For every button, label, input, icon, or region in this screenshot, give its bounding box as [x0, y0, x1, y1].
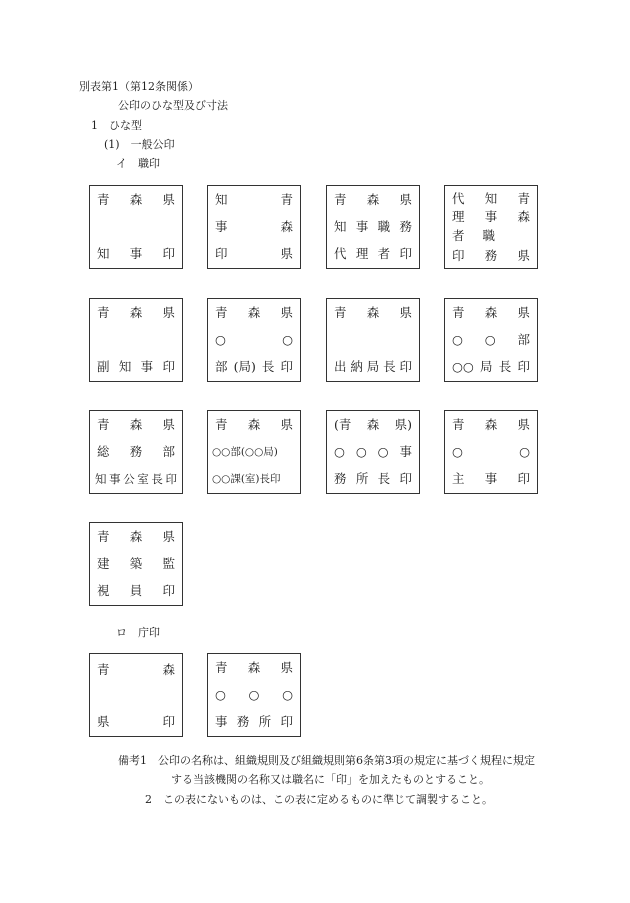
note-1-line-2: する当該機関の名称又は職名に「印」を加えたものとすること。 [171, 773, 490, 786]
doc-title: 別表第1（第12条関係） [79, 80, 199, 93]
seal-line: 青 森 県 [215, 660, 293, 675]
seal-line: 知 事 職 務 [334, 219, 412, 234]
subsection-heading-choin: ロ 庁印 [116, 626, 160, 639]
seal-line: ○○部(○○局) [212, 446, 278, 458]
seal-line: ○○課(室)長印 [212, 473, 281, 485]
seal-line: 総 務 部 [97, 444, 175, 459]
seal-line: 出 納 局 長 印 [334, 359, 412, 374]
note-2: 2 この表にないものは、この表に定めるものに準じて調製すること。 [145, 793, 493, 806]
seal-line: 青 森 県 [452, 417, 530, 432]
section-heading: 1 ひな型 [91, 119, 142, 132]
seal-line: 印 県 [215, 246, 293, 261]
seal-line: 青 森 県 [452, 305, 530, 320]
seal-line: 者 職 [452, 228, 496, 243]
seal-line: 事 務 所 印 [215, 714, 293, 729]
note-1-line-1: 備考1 公印の名称は、組織規則及び組織規則第6条第3項の規定に基づく規程に規定 [118, 754, 535, 767]
seal-line: 青 森 [97, 662, 175, 677]
seal-chiji-shokumu-dairisha [326, 185, 420, 269]
seal-line: 青 森 県 [334, 305, 412, 320]
seal-line: 青 森 県 [97, 529, 175, 544]
seal-line: 県 印 [97, 714, 175, 729]
seal-kenchiku-kanshiin [89, 522, 183, 606]
seal-line: 青 森 県 [97, 417, 175, 432]
doc-subtitle: 公印のひな型及び寸法 [118, 99, 228, 112]
seal-shuji [444, 410, 538, 494]
seal-line: ○○ 局 長 印 [452, 359, 530, 374]
seal-line: 事 森 [215, 219, 293, 234]
seal-line: 青 森 県 [334, 192, 412, 207]
seal-dairi-chiji-shokumu [444, 185, 538, 269]
subsection-heading: (1) 一般公印 [104, 138, 175, 151]
seal-line: ○ ○ 部 [452, 332, 530, 347]
seal-jimushocho [326, 410, 420, 494]
seal-line: 副 知 事 印 [97, 359, 175, 374]
seal-line: 青 森 県 [215, 305, 293, 320]
seal-line: 建 築 監 [97, 556, 175, 571]
seal-jimusho [207, 653, 301, 737]
seal-ken [89, 653, 183, 737]
seal-suitokyokucho [326, 298, 420, 382]
seal-fukuchiji [89, 298, 183, 382]
seal-line: 青 森 県 [97, 192, 175, 207]
seal-chiji [89, 185, 183, 269]
seal-line: (青 森 県) [334, 417, 412, 432]
seal-line: ○ ○ ○ 事 [334, 444, 412, 459]
seal-line: 務 所 長 印 [334, 471, 412, 486]
seal-line: 代 知 青 [452, 191, 530, 206]
seal-line: 印 務 県 [452, 248, 530, 263]
seal-line: 知 事 印 [97, 246, 175, 261]
seal-bukyokucho [207, 298, 301, 382]
seal-somubu-chiji-koshitsucho [89, 410, 183, 494]
seal-line: 主 事 印 [452, 471, 530, 486]
subsection-heading-shokuin: イ 職印 [116, 157, 160, 170]
seal-line: 青 森 県 [97, 305, 175, 320]
seal-line: 知 青 [215, 192, 293, 207]
seal-kyokucho [444, 298, 538, 382]
seal-line: ○ ○ [215, 332, 293, 347]
seal-line: 理 事 森 [452, 209, 530, 224]
seal-line: 青 森 県 [215, 417, 293, 432]
seal-line: 知 事 公 室 長 印 [95, 472, 177, 486]
seal-line: 代 理 者 印 [334, 246, 412, 261]
seal-line: 部 (局) 長 印 [215, 359, 293, 374]
seal-line: 視 員 印 [97, 583, 175, 598]
seal-line: ○ ○ [452, 444, 530, 459]
seal-chiji-shokumu [207, 185, 301, 269]
seal-kashitsucho [207, 410, 301, 494]
seal-line: ○ ○ ○ [215, 687, 293, 702]
